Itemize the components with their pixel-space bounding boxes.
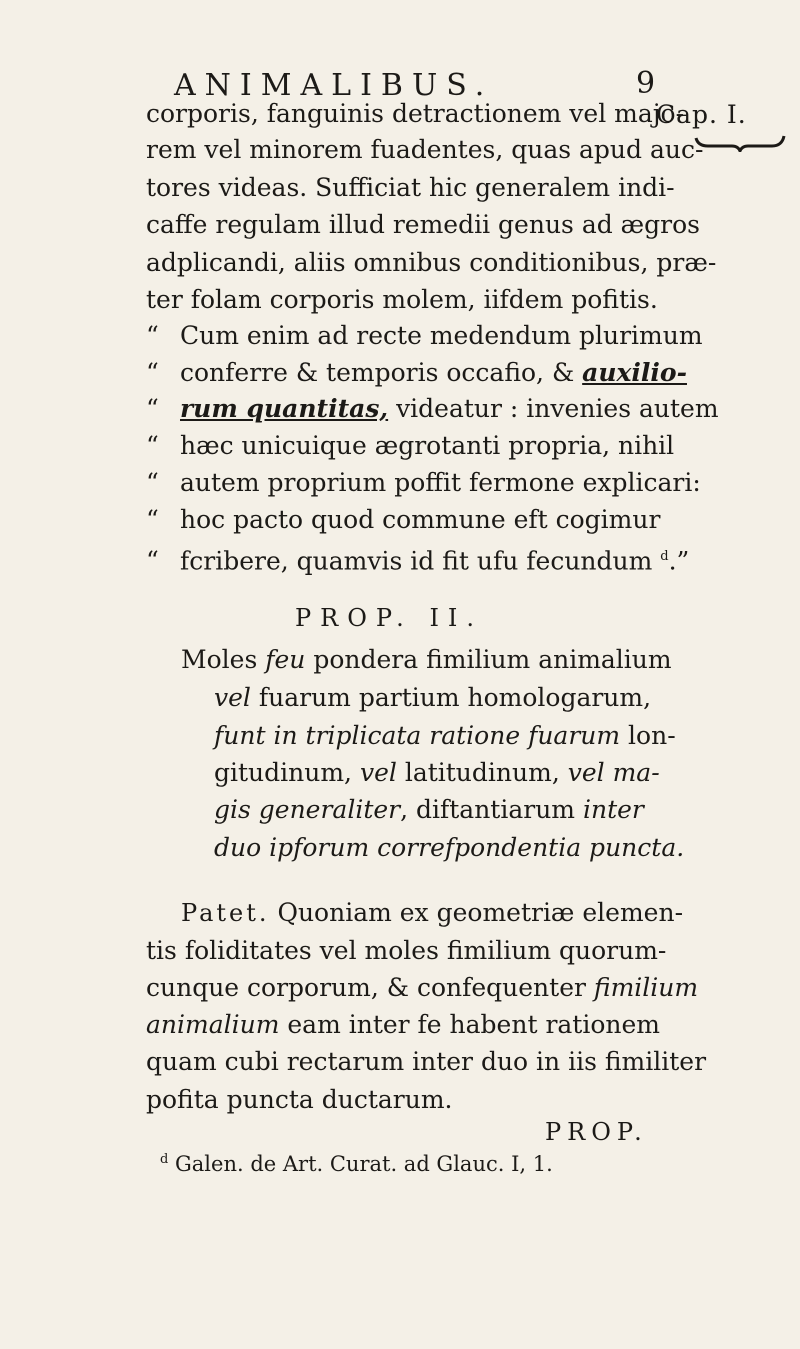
text-line <box>181 897 683 929</box>
italic-word: vel <box>214 683 251 712</box>
footnote-ref: d <box>660 549 669 564</box>
close-quote: .” <box>668 546 690 576</box>
footnote-mark: d <box>160 1152 169 1167</box>
line-text: tores videas. Sufficiat hic generalem indi- <box>146 173 675 202</box>
text-line <box>146 172 675 204</box>
quoted-line <box>146 467 701 499</box>
quoted-line <box>146 393 719 425</box>
line-text: fcribere, quamvis id fit ufu fecundum <box>180 546 653 576</box>
quote-mark: “ <box>146 468 159 497</box>
italic-word: funt in triplicata ratione fuarum <box>214 721 621 750</box>
margin-chapter-label: Cap. I. <box>656 100 747 129</box>
text-line <box>146 134 703 166</box>
quote-mark: “ <box>146 546 159 576</box>
text-line <box>214 720 676 752</box>
quote-mark: “ <box>146 505 159 534</box>
text-line <box>214 757 660 789</box>
prop-heading: PROP. II. <box>295 604 484 632</box>
text-line <box>214 682 651 714</box>
text-line <box>214 794 644 826</box>
text-line <box>146 247 716 279</box>
line-text: Moles <box>181 645 266 674</box>
line-text: Cum enim ad recte medendum plurimum <box>180 321 703 350</box>
line-text: cunque corporum, & confequenter <box>146 973 594 1002</box>
page-number: 9 <box>636 66 656 101</box>
line-text: videatur : invenies autem <box>396 394 719 423</box>
line-text: gitudinum, <box>214 758 360 787</box>
text-line <box>146 209 700 241</box>
running-title: ANIMALIBUS. <box>174 68 494 103</box>
italic-word: rum quantitas, <box>180 394 389 423</box>
text-line <box>214 832 684 864</box>
italic-word: fimilium <box>593 973 699 1002</box>
italic-word: auxilio- <box>582 358 687 387</box>
italic-word: vel ma- <box>567 758 660 787</box>
text-line <box>146 972 698 1004</box>
italic-word: feu <box>265 645 306 674</box>
line-text: pondera fimilium animalium <box>305 645 672 674</box>
line-text: adplicandi, aliis omnibus conditionibus, præ- <box>146 248 717 277</box>
text-line <box>146 1084 453 1116</box>
quoted-line <box>146 357 687 389</box>
patet-lead: Patet. <box>181 899 270 927</box>
line-text: lon- <box>620 721 676 750</box>
footnote <box>160 1152 553 1176</box>
quote-mark: “ <box>146 431 159 460</box>
text-line <box>146 1046 706 1078</box>
italic-word: vel <box>359 758 397 787</box>
italic-word: gis generaliter <box>214 795 401 824</box>
quote-mark: “ <box>146 358 159 387</box>
italic-word: inter <box>582 795 644 824</box>
line-text: caffe regulam illud remedii genus ad ægros <box>146 210 701 239</box>
text-line <box>146 284 658 316</box>
footnote-text: Galen. de Art. Curat. ad Glauc. I, 1. <box>168 1152 553 1176</box>
brace-ornament-icon <box>694 134 786 152</box>
line-text: fuarum partium homologarum, <box>250 683 652 712</box>
line-text: quam cubi rectarum inter duo in iis fimiliter <box>146 1047 707 1076</box>
line-text: Quoniam ex geometriæ elemen- <box>269 898 684 927</box>
line-text: latitudinum, <box>396 758 568 787</box>
italic-word: animalium <box>146 1010 280 1039</box>
line-text: hæc unicuique ægrotanti propria, nihil <box>180 431 675 460</box>
line-text: tis foliditates vel moles fimilium quorum- <box>146 936 667 965</box>
line-text: rem vel minorem fuadentes, quas apud auc- <box>146 135 704 164</box>
quote-mark: “ <box>146 321 159 350</box>
line-text: ter folam corporis molem, iifdem pofitis. <box>146 285 658 314</box>
line-text: autem proprium poffit fermone explicari: <box>180 468 701 497</box>
quoted-line <box>146 541 689 577</box>
italic-word: duo ipforum correfpondentia puncta. <box>214 833 685 862</box>
quoted-line <box>146 320 703 352</box>
text-line <box>146 935 666 967</box>
text-line <box>181 644 672 676</box>
catchword: PROP. <box>545 1118 648 1146</box>
text-line <box>146 1009 660 1041</box>
quoted-line <box>146 504 660 536</box>
line-text: pofita puncta ductarum. <box>146 1085 453 1114</box>
quote-mark: “ <box>146 394 159 423</box>
line-text: conferre & temporis occafio, & <box>180 358 583 387</box>
line-text: hoc pacto quod commune eft cogimur <box>180 505 661 534</box>
line-text: corporis, fanguinis detractionem vel majo- <box>146 99 685 128</box>
text-line <box>146 98 684 130</box>
line-text: , diftantiarum <box>400 795 583 824</box>
quoted-line <box>146 430 674 462</box>
line-text: eam inter fe habent rationem <box>279 1010 661 1039</box>
